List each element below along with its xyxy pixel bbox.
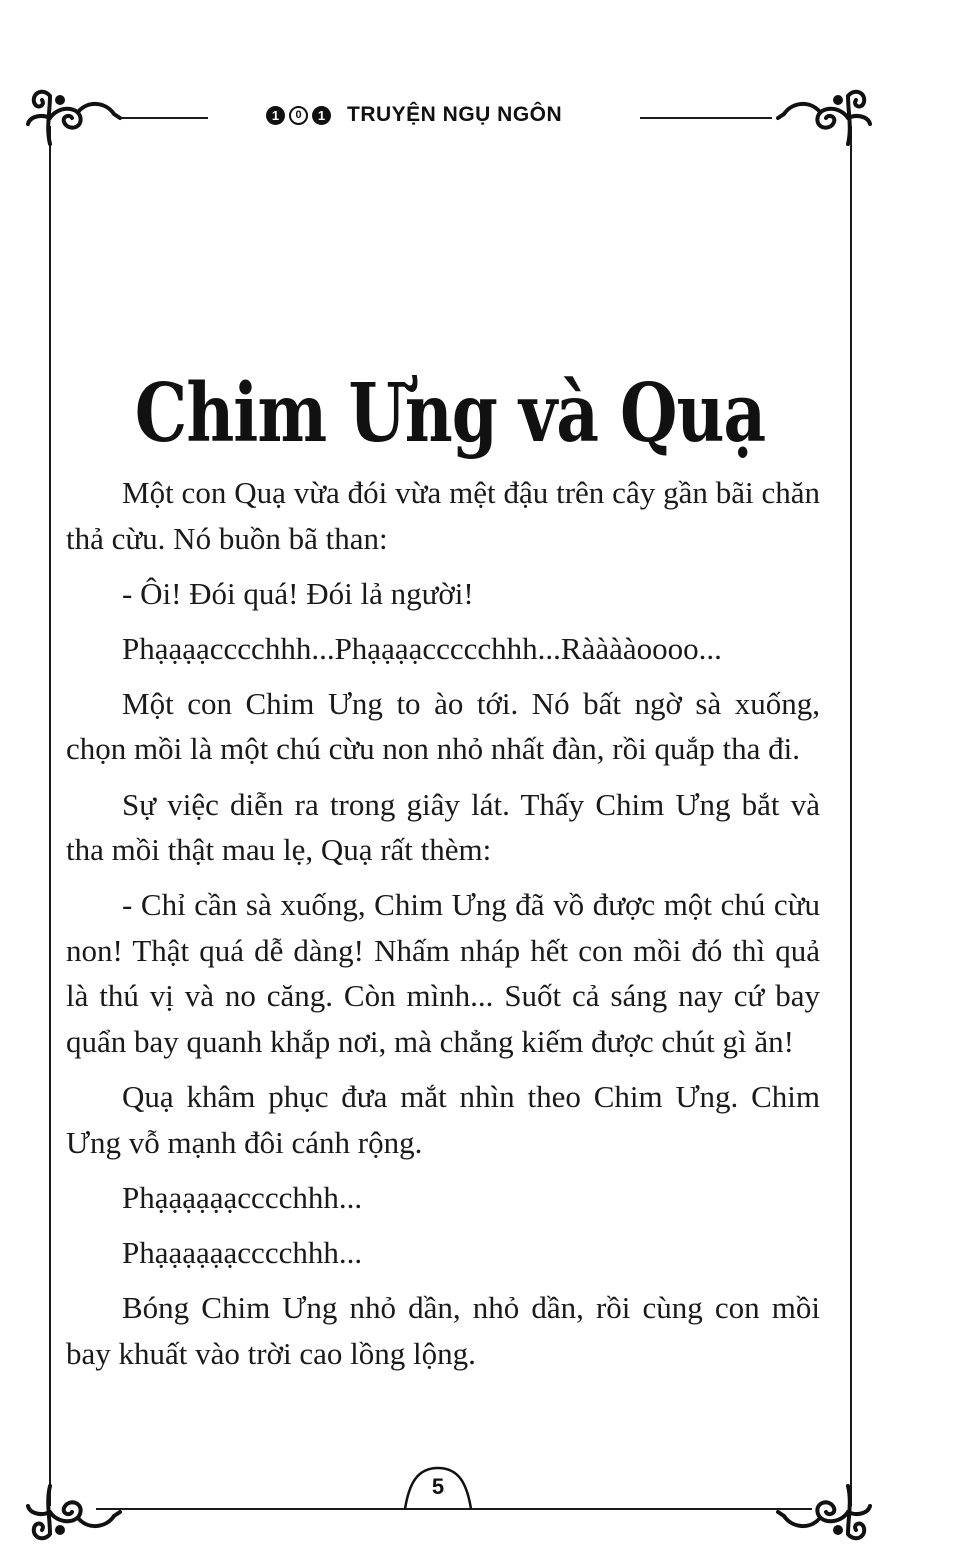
story-paragraph: - Chỉ cần sà xuống, Chim Ưng đã vồ được một chú cừu non! Thật quá dễ dàng! Nhấm nháp hết con mồi đó thì quả là thú vị và no căng. Còn mình... Suốt cả sáng nay cứ bay quẩn bay quanh khắp nơi, mà chẳng kiếm được chút gì ăn! — [66, 887, 820, 1060]
story-paragraph: Phạạạạcccchhh...Phạạạạccccchhh...Rààààoooo... — [122, 630, 722, 666]
story-paragraph: - Ôi! Đói quá! Đói lả người! — [122, 575, 474, 611]
corner-flourish-icon — [22, 1478, 132, 1548]
story-paragraph: Phạạạạạạcccchhh... — [122, 1179, 363, 1215]
page-number-tab — [403, 1464, 473, 1510]
story-paragraph: Quạ khâm phục đưa mắt nhìn theo Chim Ưng. Chim Ưng vỗ mạnh đôi cánh rộng. — [66, 1079, 820, 1160]
header-rule-right — [640, 117, 772, 119]
frame-left-border — [49, 126, 51, 1506]
series-numeral-badge: 0 — [289, 106, 308, 125]
series-numeral-badge: 1 — [312, 106, 331, 125]
story-paragraph: Một con Chim Ưng to ào tới. Nó bất ngờ sà xuống, chọn mồi là một chú cừu non nhỏ nhất đàn, rồi quắp tha đi. — [66, 685, 820, 767]
story-paragraph: Sự việc diễn ra trong giây lát. Thấy Chim Ưng bắt và tha mồi thật mau lẹ, Quạ rất thèm: — [66, 786, 820, 868]
story-paragraph: Một con Quạ vừa đói vừa mệt đậu trên cây gần bãi chăn thả cừu. Nó buồn bã than: — [66, 475, 820, 556]
story-paragraph: Bóng Chim Ưng nhỏ dần, nhỏ dần, rồi cùng con mồi bay khuất vào trời cao lồng lộng. — [66, 1290, 820, 1371]
corner-flourish-icon — [766, 82, 876, 152]
corner-flourish-icon — [766, 1478, 876, 1548]
story-paragraph: Phạạạạạạcccchhh... — [122, 1234, 363, 1270]
frame-right-border — [850, 126, 852, 1506]
running-header — [266, 100, 562, 130]
story-body — [66, 470, 820, 1386]
series-numeral-badge: 1 — [266, 106, 285, 125]
story-title: Chim Ưng và Quạ — [134, 365, 766, 461]
corner-flourish-icon — [22, 82, 132, 152]
series-title: TRUYỆN NGỤ NGÔN — [347, 103, 563, 126]
header-rule-left — [120, 117, 208, 119]
page-number: 5 — [431, 1474, 445, 1499]
